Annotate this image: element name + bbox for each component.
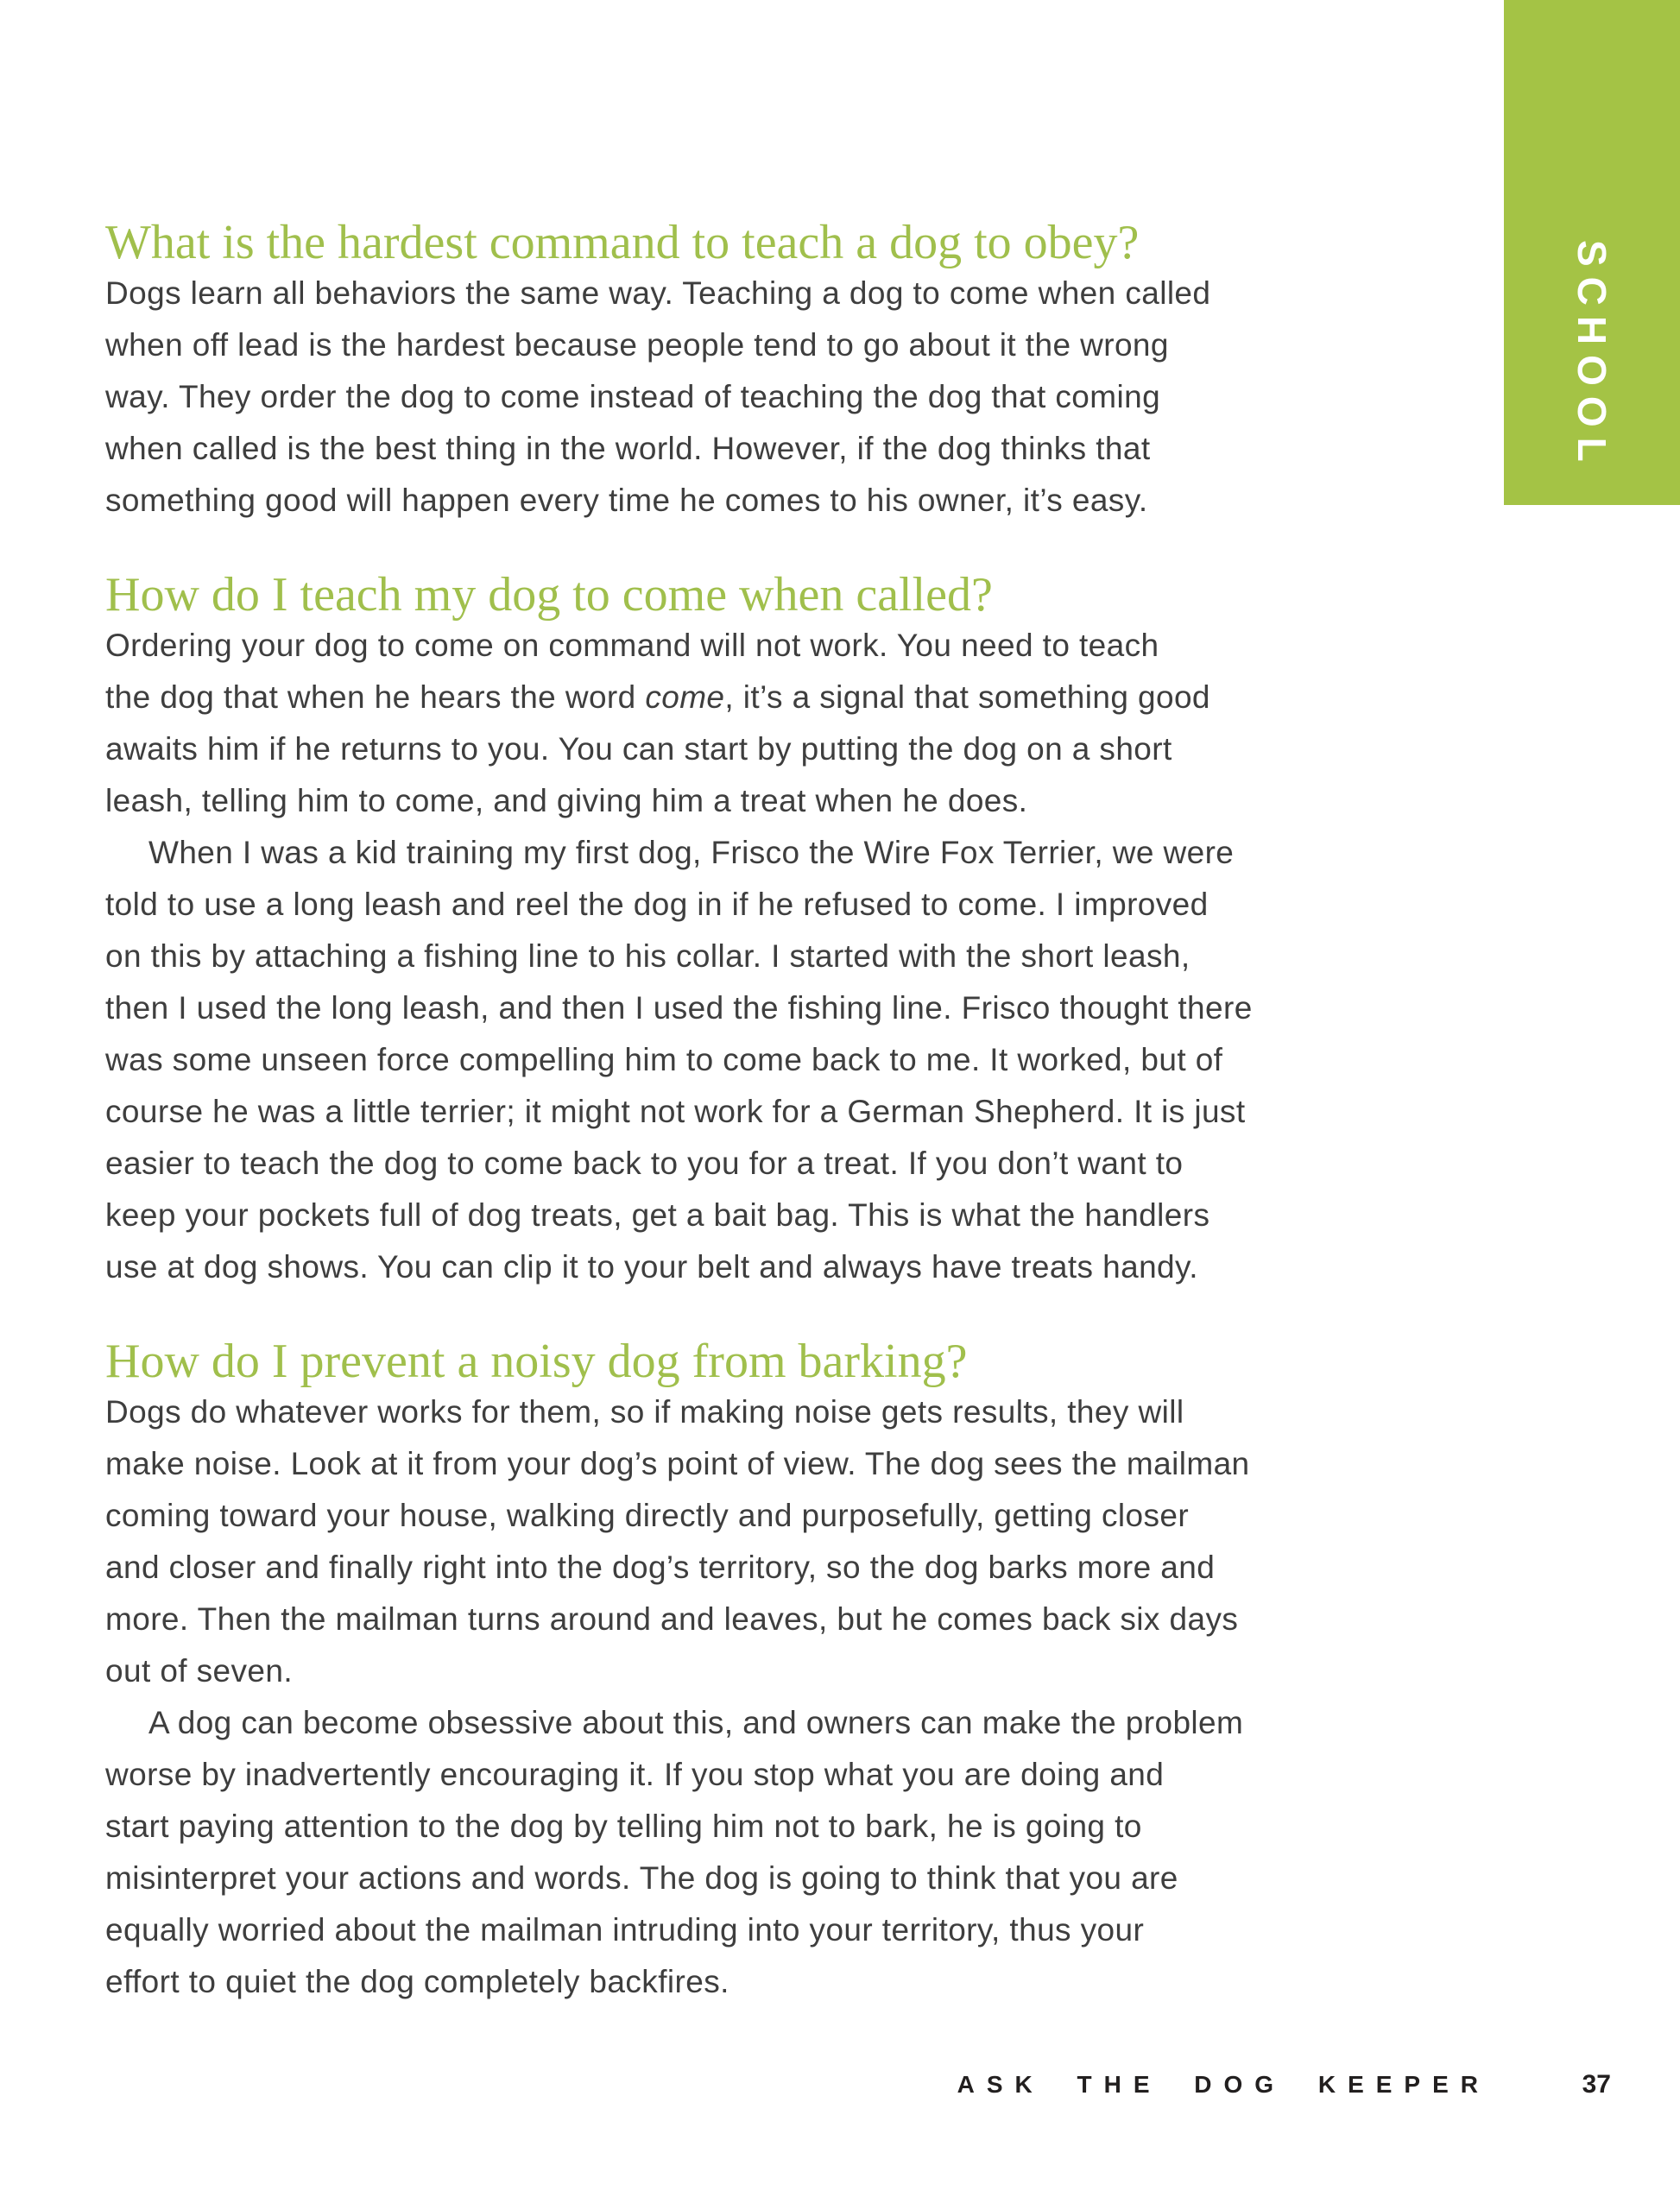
page-content: [105, 0, 1381, 2008]
text-line: awaits him if he returns to you. You can start by putting the dog on a short: [105, 731, 1172, 767]
text-line: easier to teach the dog to come back to you for a treat. If you don’t want to: [105, 1146, 1184, 1181]
paragraph: [105, 1697, 1381, 2008]
page-footer: [0, 2070, 1680, 2105]
text-line: then I used the long leash, and then I used the fishing line. Frisco thought there: [105, 990, 1253, 1026]
text-line: and closer and finally right into the dog’s territory, so the dog barks more and: [105, 1550, 1216, 1585]
text-line: equally worried about the mailman intruding into your territory, thus your: [105, 1912, 1145, 1948]
text-line: something good will happen every time he comes to his owner, it’s easy.: [105, 483, 1148, 518]
text-line: when off lead is the hardest because people tend to go about it the wrong: [105, 327, 1169, 363]
text-line: out of seven.: [105, 1653, 294, 1689]
text-line: A dog can become obsessive about this, and owners can make the problem: [148, 1705, 1244, 1740]
text-line: worse by inadvertently encouraging it. If you stop what you are doing and: [105, 1757, 1165, 1792]
text-line: When I was a kid training my first dog, Frisco the Wire Fox Terrier, we were: [148, 835, 1235, 870]
section-heading: How do I teach my dog to come when called?: [105, 568, 993, 622]
text-line: keep your pockets full of dog treats, get a bait bag. This is what the handlers: [105, 1197, 1210, 1233]
chapter-tab: [1504, 0, 1680, 505]
paragraph: [105, 827, 1381, 1293]
section-heading: What is the hardest command to teach a dog to obey?: [105, 216, 1140, 269]
chapter-tab-label: SCHOOL: [1569, 240, 1614, 472]
text-line: way. They order the dog to come instead of teaching the dog that coming: [105, 379, 1161, 414]
text-line: Ordering your dog to come on command will not work. You need to teach: [105, 628, 1159, 663]
text-line: effort to quiet the dog completely backfires.: [105, 1964, 729, 1999]
text-line: Dogs learn all behaviors the same way. Teaching a dog to come when called: [105, 275, 1211, 311]
text-line: start paying attention to the dog by telling him not to bark, he is going to: [105, 1809, 1142, 1844]
text-line: told to use a long leash and reel the dog in if he refused to come. I improved: [105, 887, 1209, 922]
running-footer-title: ASK THE DOG KEEPER: [957, 2071, 1490, 2098]
text-line: leash, telling him to come, and giving him a treat when he does.: [105, 783, 1028, 818]
section-heading: How do I prevent a noisy dog from barking?: [105, 1335, 968, 1388]
text-line: the dog that when he hears the word come, it’s a signal that something good: [105, 679, 1210, 715]
italic-text: come: [645, 679, 725, 715]
text-line: coming toward your house, walking directly and purposefully, getting closer: [105, 1498, 1190, 1533]
text-line: Dogs do whatever works for them, so if making noise gets results, they will: [105, 1394, 1184, 1430]
text-line: was some unseen force compelling him to come back to me. It worked, but of: [105, 1042, 1223, 1077]
text-line: use at dog shows. You can clip it to your belt and always have treats handy.: [105, 1249, 1198, 1285]
text-line: more. Then the mailman turns around and leaves, but he comes back six days: [105, 1601, 1239, 1637]
text-line: course he was a little terrier; it might not work for a German Shepherd. It is just: [105, 1094, 1246, 1129]
text-line: when called is the best thing in the world. However, if the dog thinks that: [105, 431, 1151, 466]
paragraph: [105, 1386, 1381, 1697]
paragraph: [105, 620, 1381, 827]
page-number: 37: [1582, 2070, 1611, 2099]
text-line: on this by attaching a fishing line to his collar. I started with the short leash,: [105, 938, 1191, 974]
paragraph: [105, 268, 1381, 527]
text-line: make noise. Look at it from your dog’s point of view. The dog sees the mailman: [105, 1446, 1250, 1481]
text-line: misinterpret your actions and words. The dog is going to think that you are: [105, 1860, 1178, 1896]
